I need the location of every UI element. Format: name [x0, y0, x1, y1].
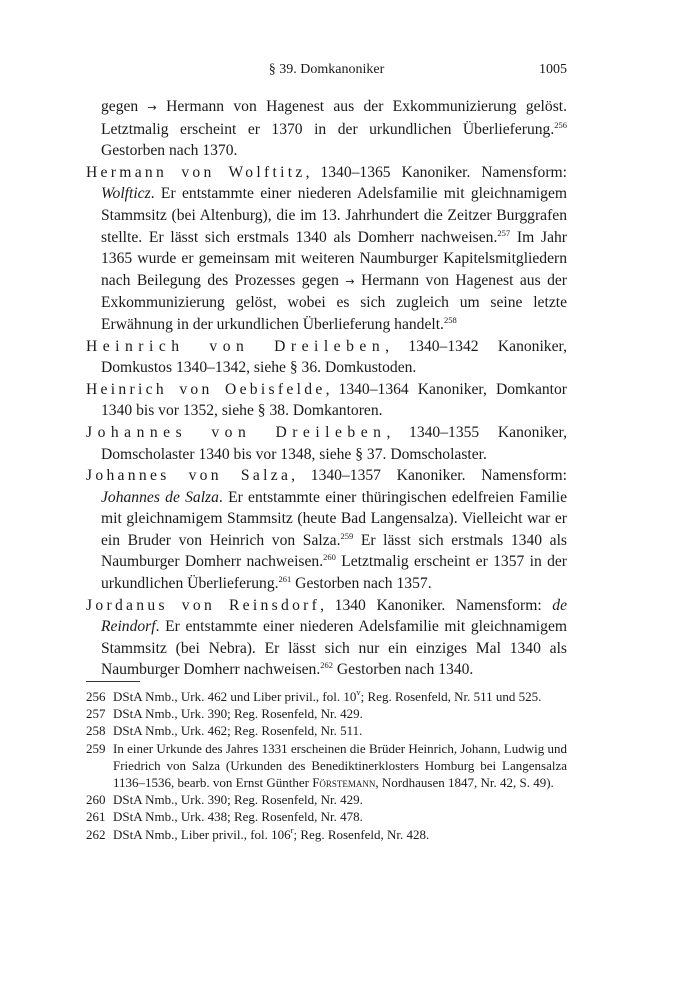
entry-johannes-von-dreileben: Johannes von Dreileben, 1340–1355 Kanoniker, Domscholaster 1340 bis vor 1348, siehe § 37. Domscholaster. — [86, 423, 567, 463]
footnote-number: 259 — [86, 740, 106, 756]
footnote-260: 260 DStA Nmb., Urk. 390; Reg. Rosenfeld, Nr. 429. — [86, 792, 363, 808]
footnote-257: 257 DStA Nmb., Urk. 390; Reg. Rosenfeld, Nr. 429. — [86, 706, 363, 722]
name-form: de Reindorf — [101, 596, 567, 636]
main-text — [86, 96, 567, 681]
footnote-ref[interactable]: 262 — [320, 660, 333, 671]
footnote-ref[interactable]: 261 — [278, 574, 292, 585]
footnote-number: 258 — [86, 723, 106, 739]
footnote-number: 262 — [86, 826, 106, 842]
footnote-number: 257 — [86, 706, 106, 722]
name-form: Johannes de Salza — [101, 488, 219, 506]
footnote-262: 262 DStA Nmb., Liber privil., fol. 106$^r$; Reg. Rosenfeld, Nr. 428. — [86, 824, 430, 842]
entry-johannes-von-salza: Johannes von Salza, 1340–1357 Kanoniker. Namensform: Johannes de Salza. Er entstammte einer thüringischen edelfreien Familie mit gleichnamigem Stammsitz (heute Bad Langensalza). Vielleicht war er ein Bruder von Heinrich von Salza.$^{259}$ Er lässt sich erstmals 1340 als Naumburger Domherr nachweisen.$^{260}$ Letztmalig erscheint er 1357 in der urkundlichen Überlieferung.$^{261}$ Gestorben nach 1357. — [86, 467, 567, 593]
entry-name: Johannes von Dreileben — [86, 423, 387, 441]
entry-continuation: gegen → Hermann von Hagenest aus der Exkommunizierung gelöst. Letztmalig erscheint er 1370 in der urkundlichen Überlieferung.$^{256}$ Gestorben nach 1370. — [101, 98, 567, 160]
footnote-ref[interactable]: 259 — [340, 530, 354, 541]
footnote-261: 261 DStA Nmb., Urk. 438; Reg. Rosenfeld, Nr. 478. — [86, 809, 363, 825]
footnote-ref[interactable]: 258 — [443, 314, 457, 325]
author-name: Förstemann — [312, 775, 376, 791]
entry-jordanus-von-reinsdorf: Jordanus von Reinsdorf, 1340 Kanoniker. Namensform: de Reindorf. Er entstammte einer niederen Adelsfamilie mit gleichnamigem Stammsitz (bei Nebra). Er lässt sich nur ein einziges Mal 1340 als Naumburger Domherr nachweisen.$^{262}$ Gestorben nach 1340. — [86, 596, 567, 679]
footnote-259: 259 In einer Urkunde des Jahres 1331 erscheinen die Brüder Heinrich, Johann, Ludwig und Friedrich von Salza (Urkunden des Benediktinerklosters Homburg bei Langensalza 1136–1536, bearb. von Ernst Günther Förstemann, Nordhausen 1847, Nr. 42, S. 49). — [86, 740, 567, 791]
footnote-258: 258 DStA Nmb., Urk. 462; Reg. Rosenfeld, Nr. 511. — [86, 723, 363, 739]
cross-reference-arrow-icon: → — [345, 274, 355, 288]
footnote-number: 260 — [86, 792, 106, 808]
entry-heinrich-von-oebisfelde: Heinrich von Oebisfelde, 1340–1364 Kanoniker, Domkantor 1340 bis vor 1352, siehe § 38. Domkantoren. — [86, 380, 567, 420]
section-title: § 39. Domkanoniker — [268, 62, 385, 77]
footnote-ref[interactable]: 257 — [497, 227, 511, 238]
entry-heinrich-von-dreileben: Heinrich von Dreileben, 1340–1342 Kanoniker, Domkustos 1340–1342, siehe § 36. Domkustoden. — [86, 337, 567, 377]
entry-name: Heinrich von Dreileben — [86, 337, 386, 355]
name-form: Wolfticz — [101, 185, 151, 203]
entry-name: Jordanus von Reinsdorf — [86, 596, 321, 614]
running-head — [86, 62, 567, 84]
footnote-number: 261 — [86, 809, 106, 825]
entry-name: Hermann von Wolftitz — [86, 163, 306, 181]
footnotes — [86, 688, 567, 843]
footnote-number: 256 — [86, 689, 106, 704]
entry-name: Heinrich von Oebisfelde — [86, 380, 326, 398]
entry-name: Johannes von Salza — [86, 467, 292, 485]
entry-hermann-von-wolftitz: Hermann von Wolftitz, 1340–1365 Kanoniker. Namensform: Wolfticz. Er entstammte einer niederen Adelsfamilie mit gleichnamigem Stammsitz (bei Altenburg), die im 13. Jahrhundert die Zeitzer Burggrafen stellte. Er lässt sich erstmals 1340 als Domherr nachweisen.$^{257}$ Im Jahr 1365 wurde er gemeinsam mit weiteren Naumburger Kapitelsmitgliedern nach Beilegung des Prozesses gegen → Hermann von Hagenest aus der Exkommunizierung gelöst, wobei es sich zugleich um seine letzte Erwähnung in der urkundlichen Überlieferung handelt.$^{258}$ — [86, 163, 567, 333]
page-number: 1005 — [539, 62, 567, 77]
footnote-ref[interactable]: 256 — [554, 119, 567, 130]
footnote-ref[interactable]: 260 — [323, 552, 336, 563]
cross-reference-arrow-icon: → — [147, 101, 157, 114]
footnote-separator — [86, 681, 140, 682]
footnote-256: 256 DStA Nmb., Urk. 462 und Liber privil., fol. 10$^v$; Reg. Rosenfeld, Nr. 511 und 525. — [86, 687, 542, 704]
